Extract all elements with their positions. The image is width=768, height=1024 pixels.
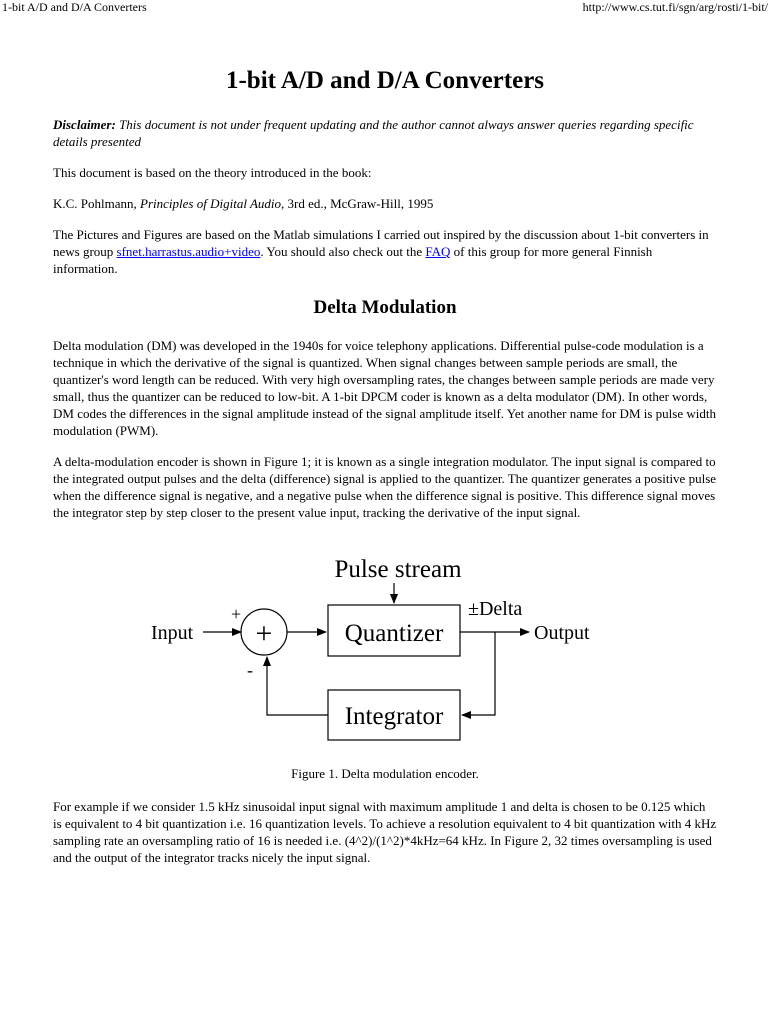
encoder-paragraph: A delta-modulation encoder is shown in Figure 1; it is known as a single integration modulator. The input signal is compared to the integrated output pulses and the delta (difference) signal is applied to the quantizer. The quantizer generates a positive pulse when the difference signal is negative, and a negative pulse when the difference signal is positive. This difference signal moves the integrator step by step closer to the present value input, tracking the derivative of the input signal. xyxy=(53,454,717,520)
based-on-text: This document is based on the theory introduced in the book: xyxy=(53,165,372,180)
disclaimer xyxy=(53,116,717,150)
print-header xyxy=(0,0,768,16)
intro-part2: . You should also check out the xyxy=(260,244,426,259)
delta-modulation-paragraph: Delta modulation (DM) was developed in the 1940s for voice telephony applications. Differential pulse-code modulation is a technique in which the derivative of the signal is quantized. When signal changes between sample periods are small, the quantizer's word length can be reduced. With very high oversampling rates, the changes between sample periods are made very small, thus the quantizer can be reduced to low-bit. A 1-bit DPCM coder is known as a delta modulator (DM). In other words, DM codes the differences in the signal amplitude instead of the signal amplitude itself. Yet another name for DM is pulse width modulation (PWM). xyxy=(53,338,716,438)
delta-label: ±Delta xyxy=(468,598,523,620)
intro-part3: of this group for more general Finnish information. xyxy=(53,244,653,276)
section-title-delta-modulation: Delta Modulation xyxy=(313,297,457,318)
pulse-stream-label: Pulse stream xyxy=(334,556,462,583)
figure-1-caption: Figure 1. Delta modulation encoder. xyxy=(291,766,479,781)
output-label: Output xyxy=(534,622,590,644)
example-paragraph: For example if we consider 1.5 kHz sinusoidal input signal with maximum amplitude 1 and delta is chosen to be 0.125 which is equivalent to 4 bit quantization i.e. 16 quantization levels. To achieve a resolution equivalent to 4 bit quantization with 4 kHz sampling rate an oversampling ratio of 16 is needed i.e. (4^2)/(1^2)*4kHz=64 kHz. In Figure 2, 32 times oversampling is used and the output of the integrator tracks nicely the input signal. xyxy=(53,799,717,865)
intro-part1: The Pictures and Figures are based on the Matlab simulations I carried out inspired by the discussion about 1-bit converters in news group xyxy=(53,227,709,259)
book-reference xyxy=(53,195,717,212)
summing-junction-symbol: + xyxy=(255,617,273,650)
integrator-label: Integrator xyxy=(344,703,444,730)
disclaimer-text: This document is not under frequent updating and the author cannot always answer queries regarding specific details presented xyxy=(53,117,694,149)
input-label: Input xyxy=(151,622,194,644)
plus-sign-label: + xyxy=(231,604,242,624)
page-title: 1-bit A/D and D/A Converters xyxy=(225,67,545,94)
minus-sign-label: - xyxy=(247,660,253,680)
print-header-url: http://www.cs.tut.fi/sgn/arg/rosti/1-bit/ xyxy=(582,0,768,14)
feedback-path-left xyxy=(267,657,328,715)
delta-modulation-diagram xyxy=(145,535,625,765)
reference-author: K.C. Pohlmann, xyxy=(53,196,141,211)
disclaimer-label: Disclaimer: xyxy=(53,117,116,132)
faq-link[interactable]: FAQ xyxy=(425,244,451,259)
quantizer-label: Quantizer xyxy=(344,620,444,647)
newsgroup-link[interactable]: sfnet.harrastus.audio+video xyxy=(116,244,261,259)
figure-1 xyxy=(53,535,717,765)
reference-details: , 3rd ed., McGraw-Hill, 1995 xyxy=(281,196,434,211)
print-header-title: 1-bit A/D and D/A Converters xyxy=(2,0,147,14)
reference-book: Principles of Digital Audio xyxy=(140,196,281,211)
intro-paragraph xyxy=(53,226,717,277)
document-body xyxy=(53,60,717,880)
feedback-path-right xyxy=(462,632,495,715)
